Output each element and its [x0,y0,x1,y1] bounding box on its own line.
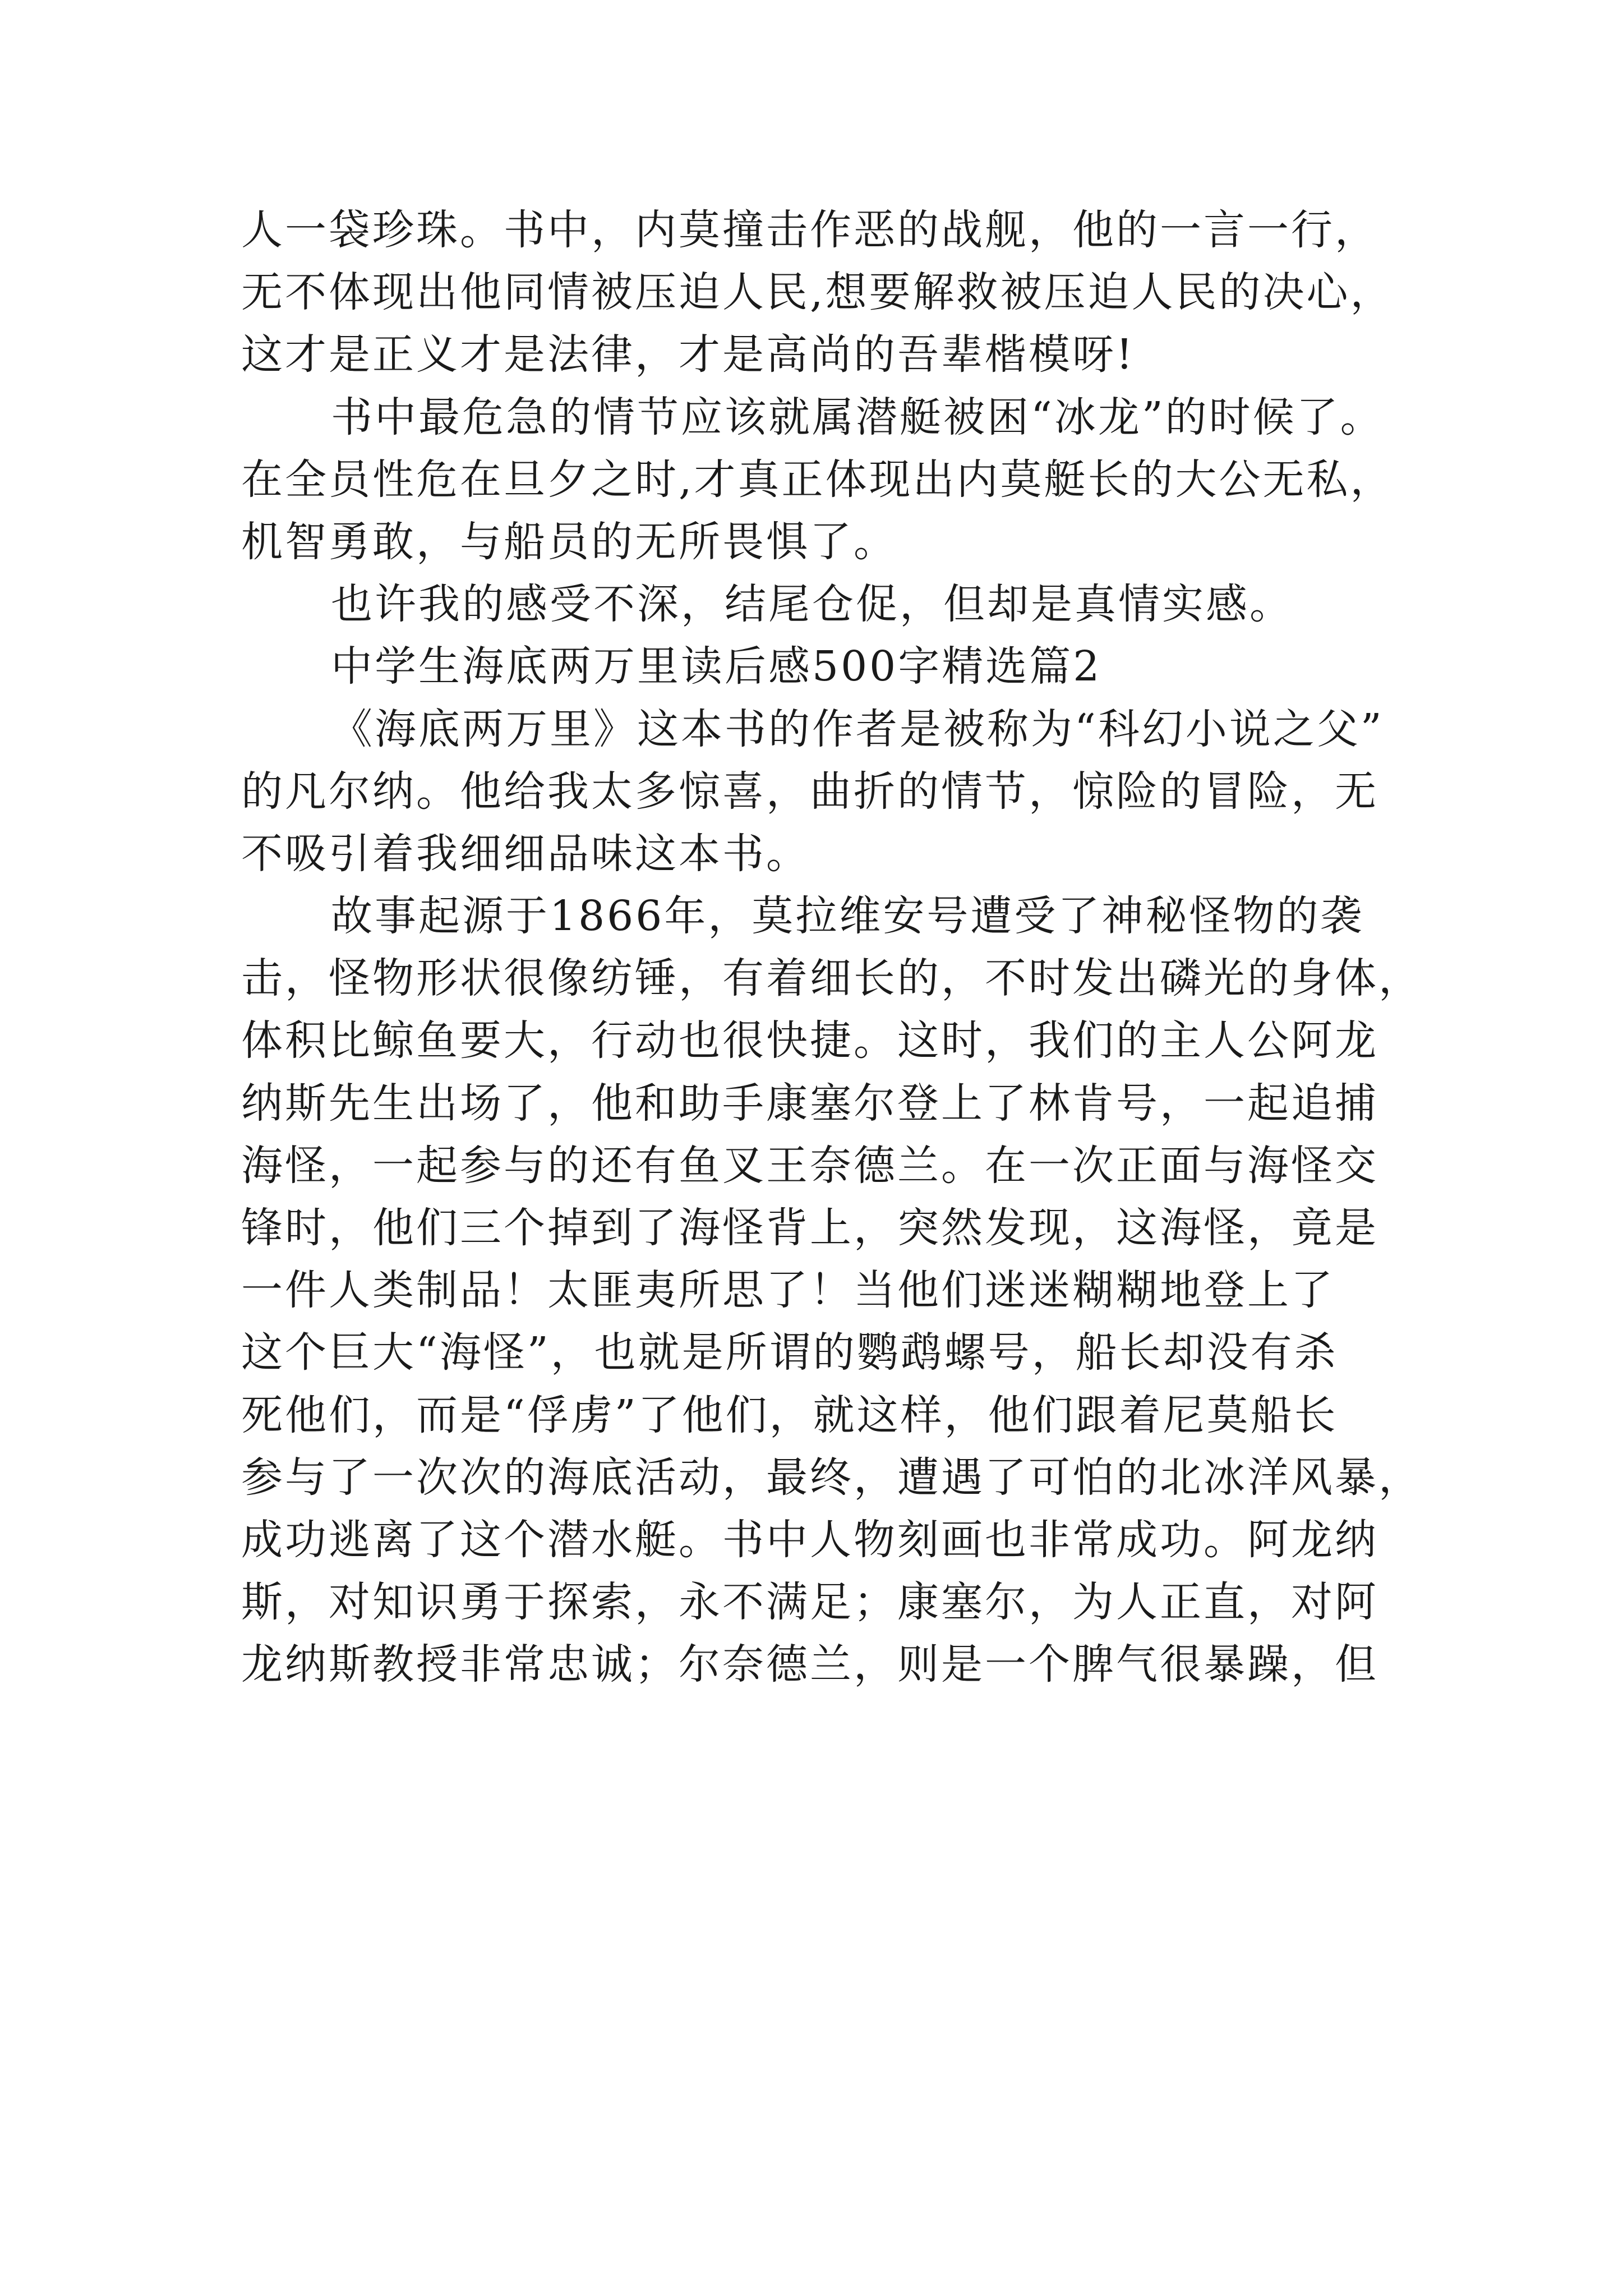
article-body [241,199,1430,1696]
text-line: 龙纳斯教授非常忠诚；尔奈德兰，则是一个脾气很暴躁，但 [241,1640,1378,1689]
text-line: 人一袋珍珠。书中，内莫撞击作恶的战舰，他的一言一行， [241,206,1378,254]
text-line: 这个巨大“海怪”，也就是所谓的鹦鹉螺号，船长却没有杀 [241,1328,1338,1377]
text-line: 斯，对知识勇于探索，永不满足；康塞尔，为人正直，对阿 [241,1578,1378,1627]
text-line: 海怪，一起参与的还有鱼叉王奈德兰。在一次正面与海怪交 [241,1141,1378,1190]
text-line: 锋时，他们三个掉到了海怪背上，突然发现，这海怪，竟是 [241,1204,1378,1252]
text-line: 体积比鲸鱼要大，行动也很快捷。这时，我们的主人公阿龙 [241,1016,1378,1065]
text-line: 死他们，而是“俘虏”了他们，就这样，他们跟着尼莫船长 [241,1391,1338,1439]
text-line: 在全员性危在旦夕之时,才真正体现出内莫艇长的大公无私， [241,455,1394,504]
text-line: 纳斯先生出场了，他和助手康塞尔登上了林肯号，一起追捕 [241,1079,1378,1128]
text-line: 《海底两万里》这本书的作者是被称为“科幻小说之父” [331,705,1384,753]
text-line: 也许我的感受不深，结尾仓促，但却是真情实感。 [331,580,1293,629]
text-line: 击，怪物形状很像纺锤，有着细长的，不时发出磷光的身体， [241,954,1422,1003]
text-line: 成功逃离了这个潜水艇。书中人物刻画也非常成功。阿龙纳 [241,1515,1378,1564]
text-line: 一件人类制品！太匪夷所思了！当他们迷迷糊糊地登上了 [241,1266,1335,1315]
text-line: 参与了一次次的海底活动，最终，遭遇了可怕的北冰洋风暴， [241,1453,1422,1502]
text-line: 书中最危急的情节应该就属潜艇被困“冰龙”的时候了。 [331,393,1384,441]
text-line: 不吸引着我细细品味这本书。 [241,829,810,878]
text-line: 机智勇敢，与船员的无所畏惧了。 [241,517,897,566]
text-line: 这才是正义才是法律，才是高尚的吾辈楷模呀! [241,330,1135,379]
text-line: 无不体现出他同情被压迫人民,想要解救被压迫人民的决心， [241,268,1394,317]
section-heading: 中学生海底两万里读后感500字精选篇2 [331,642,1102,691]
text-line: 的凡尔纳。他给我太多惊喜，曲折的情节，惊险的冒险，无 [241,767,1378,816]
text-line: 故事起源于1866年，莫拉维安号遭受了神秘怪物的袭 [331,892,1364,941]
